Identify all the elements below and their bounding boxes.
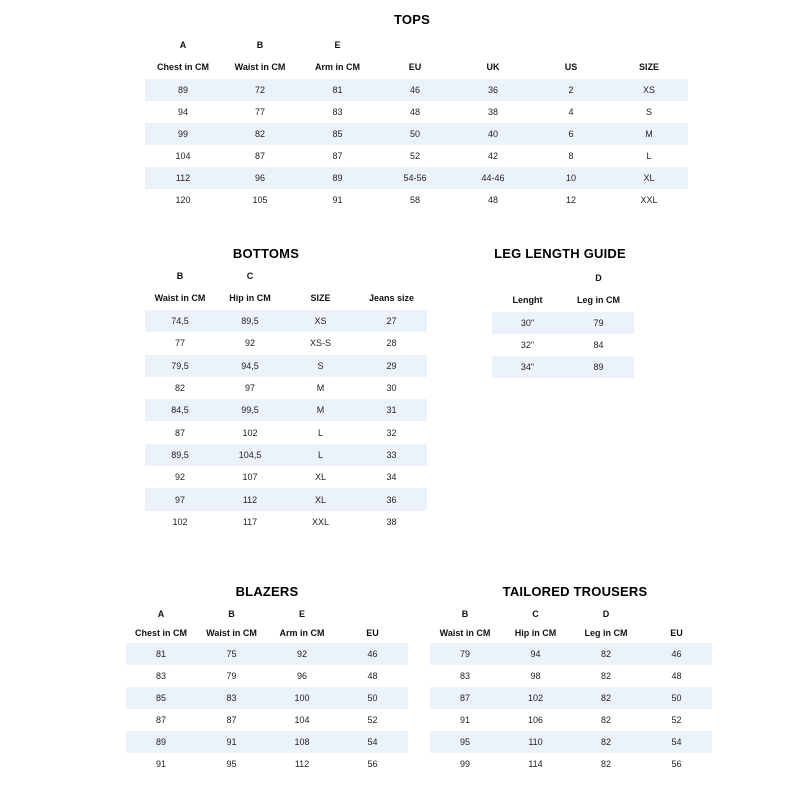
column-header: Waist in CM <box>234 62 286 72</box>
table-cell: 114 <box>528 759 543 769</box>
table-cell: 48 <box>367 671 378 681</box>
table-cell: 82 <box>571 643 641 665</box>
table-cell: 92 <box>244 338 255 349</box>
table-cell: 102 <box>242 427 258 438</box>
leg-length-title: LEG LENGTH GUIDE <box>494 246 626 261</box>
table-cell: 40 <box>454 123 532 145</box>
table-cell: 82 <box>221 123 299 145</box>
table-cell: 56 <box>671 759 682 769</box>
table-cell: 2 <box>532 79 610 101</box>
table-cell: 82 <box>600 715 611 725</box>
table-row <box>145 421 427 443</box>
table-cell: 87 <box>430 687 500 709</box>
bottoms-table <box>145 266 427 533</box>
table-cell: 30 <box>386 383 397 394</box>
table-row <box>145 101 688 123</box>
table-cell: 89 <box>299 167 376 189</box>
table-cell: 46 <box>376 79 454 101</box>
table-cell: 105 <box>252 195 268 205</box>
table-cell: 79,5 <box>145 355 215 377</box>
measure-letter: D <box>595 273 602 283</box>
table-cell: 96 <box>221 167 299 189</box>
table-cell: 91 <box>196 731 267 753</box>
leg-length-table <box>492 268 634 378</box>
table-cell: 31 <box>356 399 427 421</box>
table-row <box>430 665 712 687</box>
table-cell: 50 <box>376 123 454 145</box>
measure-letter <box>337 605 408 622</box>
header-row <box>430 622 712 643</box>
table-cell: 34 <box>386 472 397 483</box>
column-header: EU <box>366 627 379 638</box>
measure-letter <box>610 35 688 55</box>
table-cell: 87 <box>226 715 237 725</box>
table-cell: 104,5 <box>215 444 285 466</box>
table-cell: L <box>285 444 356 466</box>
table-cell: 79 <box>430 643 500 665</box>
table-cell: 98 <box>530 671 541 681</box>
table-cell: 48 <box>487 195 498 205</box>
table-cell: 97 <box>244 383 255 394</box>
table-row <box>145 123 688 145</box>
table-cell: S <box>645 107 652 117</box>
table-cell: 74,5 <box>145 310 215 332</box>
table-cell: 4 <box>568 107 574 117</box>
column-header: Leg in CM <box>577 295 620 305</box>
tailored-trousers-title: TAILORED TROUSERS <box>502 584 648 599</box>
column-header: Waist in CM <box>206 627 257 638</box>
table-cell: 83 <box>332 107 343 117</box>
table-cell: 42 <box>487 151 498 161</box>
table-cell: 28 <box>386 338 397 349</box>
table-cell: XS-S <box>309 338 331 349</box>
table-cell: 92 <box>174 472 185 483</box>
table-cell: 38 <box>487 107 498 117</box>
measure-letter <box>454 35 532 55</box>
table-cell: 97 <box>145 488 215 510</box>
table-cell: 50 <box>337 687 408 709</box>
table-cell: 46 <box>337 643 408 665</box>
table-cell: XL <box>285 488 356 510</box>
letter-row <box>430 605 712 622</box>
table-row <box>145 377 427 399</box>
measure-letter <box>492 268 563 288</box>
table-cell: XS <box>610 79 688 101</box>
table-cell: 82 <box>571 687 641 709</box>
table-cell: XL <box>314 472 326 483</box>
table-cell: 32 <box>386 427 397 438</box>
table-cell: 87 <box>254 151 265 161</box>
measure-letter: B <box>176 271 184 281</box>
table-cell: 84 <box>593 340 604 350</box>
table-cell: 34" <box>492 356 563 378</box>
table-cell: 30" <box>492 312 563 334</box>
table-cell: 79 <box>563 312 634 334</box>
table-row <box>145 444 427 466</box>
table-cell: L <box>317 427 323 438</box>
table-cell: 107 <box>242 472 258 483</box>
table-cell: 94 <box>500 643 571 665</box>
tops-table <box>145 35 688 211</box>
table-cell: 85 <box>126 687 196 709</box>
column-header: Waist in CM <box>439 627 491 638</box>
measure-letter <box>376 35 454 55</box>
table-row <box>145 399 427 421</box>
table-cell: M <box>316 383 325 394</box>
column-header: EU <box>670 627 683 638</box>
table-cell: 95 <box>226 759 237 769</box>
table-cell: 82 <box>174 383 185 394</box>
table-row <box>126 731 408 753</box>
bottoms-title: BOTTOMS <box>232 246 300 261</box>
letter-row <box>126 605 408 622</box>
tops-title: TOPS <box>394 12 430 27</box>
measure-letter <box>356 266 427 286</box>
table-cell: 52 <box>671 715 682 725</box>
header-row <box>145 286 427 310</box>
table-cell: 85 <box>299 123 376 145</box>
table-row <box>492 356 634 378</box>
table-cell: 79 <box>226 671 237 681</box>
table-cell: 46 <box>641 643 712 665</box>
measure-letter: A <box>179 40 187 50</box>
table-cell: S <box>285 355 356 377</box>
column-header: Leg in CM <box>584 627 628 638</box>
table-cell: 36 <box>356 488 427 510</box>
measure-letter <box>532 35 610 55</box>
table-cell: 89,5 <box>145 444 215 466</box>
table-row <box>145 355 427 377</box>
table-cell: 120 <box>175 195 191 205</box>
table-cell: 77 <box>254 107 265 117</box>
table-cell: 94,5 <box>215 355 285 377</box>
measure-letter: E <box>334 40 341 50</box>
table-cell: XXL <box>640 195 658 205</box>
table-cell: 96 <box>296 671 307 681</box>
table-cell: 99 <box>459 759 470 769</box>
table-cell: 92 <box>267 643 337 665</box>
table-cell: 82 <box>571 731 641 753</box>
table-cell: 48 <box>671 671 682 681</box>
table-cell: 52 <box>367 715 378 725</box>
table-cell: 87 <box>155 715 166 725</box>
table-row <box>492 312 634 334</box>
table-row <box>126 709 408 731</box>
table-cell: 83 <box>155 671 166 681</box>
table-cell: 56 <box>367 759 378 769</box>
table-cell: 82 <box>600 759 611 769</box>
column-header: Waist in CM <box>154 293 206 303</box>
table-cell: 83 <box>196 687 267 709</box>
table-cell: 81 <box>299 79 376 101</box>
tailored-trousers-table <box>430 605 712 775</box>
measure-letter: C <box>246 271 254 281</box>
table-row <box>145 167 688 189</box>
table-cell: 52 <box>409 151 420 161</box>
table-cell: 12 <box>565 195 576 205</box>
measure-letter: B <box>228 608 235 619</box>
header-row <box>492 288 634 312</box>
table-row <box>126 687 408 709</box>
column-header: Hip in CM <box>514 627 557 638</box>
table-cell: 50 <box>641 687 712 709</box>
table-row <box>126 665 408 687</box>
table-row <box>145 189 688 211</box>
table-cell: 89 <box>145 79 221 101</box>
header-row <box>145 55 688 79</box>
table-cell: XXL <box>311 516 329 527</box>
table-cell: 112 <box>215 488 285 510</box>
measure-letter: D <box>602 608 610 619</box>
table-cell: 33 <box>356 444 427 466</box>
table-cell: L <box>646 151 652 161</box>
column-header: Arm in CM <box>315 62 360 72</box>
table-cell: 108 <box>267 731 337 753</box>
letter-row <box>145 266 427 286</box>
table-cell: 8 <box>568 151 574 161</box>
table-cell: 82 <box>600 671 611 681</box>
table-cell: 99,5 <box>215 399 285 421</box>
table-cell: 83 <box>459 671 470 681</box>
table-cell: 36 <box>454 79 532 101</box>
table-cell: 77 <box>174 338 185 349</box>
table-cell: 89 <box>126 731 196 753</box>
table-cell: 106 <box>527 715 544 725</box>
table-cell: 6 <box>532 123 610 145</box>
table-cell: XS <box>285 310 356 332</box>
column-header: Hip in CM <box>229 293 271 303</box>
table-cell: 75 <box>196 643 267 665</box>
table-row <box>145 488 427 510</box>
table-cell: 87 <box>174 427 185 438</box>
table-row <box>430 731 712 753</box>
table-row <box>145 145 688 167</box>
table-row <box>492 334 634 356</box>
column-header: SIZE <box>310 293 331 303</box>
table-row <box>145 466 427 488</box>
table-cell: 54 <box>337 731 408 753</box>
table-row <box>145 511 427 533</box>
measure-letter: C <box>532 608 539 619</box>
table-cell: 100 <box>267 687 337 709</box>
table-cell: 94 <box>177 107 188 117</box>
table-cell: 84,5 <box>145 399 215 421</box>
measure-letter: E <box>298 608 305 619</box>
letter-row <box>145 35 688 55</box>
blazers-title: BLAZERS <box>235 584 299 599</box>
column-header: UK <box>486 62 500 72</box>
column-header: Arm in CM <box>279 627 325 638</box>
table-cell: 10 <box>532 167 610 189</box>
table-cell: 112 <box>145 167 221 189</box>
table-cell: 72 <box>221 79 299 101</box>
table-cell: M <box>285 399 356 421</box>
table-cell: 81 <box>126 643 196 665</box>
table-row <box>430 709 712 731</box>
table-cell: 104 <box>175 151 191 161</box>
measure-letter <box>285 266 356 286</box>
table-cell: 117 <box>242 516 258 527</box>
table-row <box>430 753 712 775</box>
table-row <box>430 687 712 709</box>
table-cell: 32" <box>520 340 535 350</box>
measure-letter: B <box>461 608 469 619</box>
table-cell: 29 <box>356 355 427 377</box>
table-row <box>145 79 688 101</box>
table-cell: 48 <box>409 107 420 117</box>
column-header: Jeans size <box>368 293 415 303</box>
measure-letter <box>641 605 712 622</box>
table-cell: 38 <box>386 516 397 527</box>
table-cell: 112 <box>294 759 310 769</box>
column-header: Chest in CM <box>156 62 209 72</box>
table-cell: 95 <box>430 731 500 753</box>
column-header: Chest in CM <box>134 627 187 638</box>
table-cell: 89 <box>563 356 634 378</box>
table-cell: 102 <box>500 687 571 709</box>
table-cell: 87 <box>332 151 343 161</box>
table-cell: 89,5 <box>215 310 285 332</box>
table-cell: 54 <box>641 731 712 753</box>
table-row <box>430 643 712 665</box>
column-header: SIZE <box>638 62 659 72</box>
column-header: US <box>564 62 578 72</box>
table-cell: M <box>610 123 688 145</box>
table-cell: 91 <box>155 759 166 769</box>
table-row <box>126 643 408 665</box>
blazers-table <box>126 605 408 775</box>
table-row <box>145 310 427 332</box>
column-header: EU <box>408 62 422 72</box>
table-cell: 44-46 <box>454 167 532 189</box>
table-cell: 91 <box>332 195 343 205</box>
table-cell: XL <box>610 167 688 189</box>
table-cell: 110 <box>500 731 571 753</box>
table-cell: 102 <box>172 516 188 527</box>
measure-letter: B <box>256 40 264 50</box>
table-cell: 91 <box>459 715 470 725</box>
table-cell: 27 <box>356 310 427 332</box>
table-cell: 54-56 <box>376 167 454 189</box>
table-row <box>145 332 427 354</box>
header-row <box>126 622 408 643</box>
letter-row <box>492 268 634 288</box>
table-cell: 99 <box>145 123 221 145</box>
table-cell: 58 <box>409 195 420 205</box>
table-row <box>126 753 408 775</box>
measure-letter: A <box>157 608 165 619</box>
column-header: Lenght <box>512 295 543 305</box>
table-cell: 104 <box>294 715 310 725</box>
